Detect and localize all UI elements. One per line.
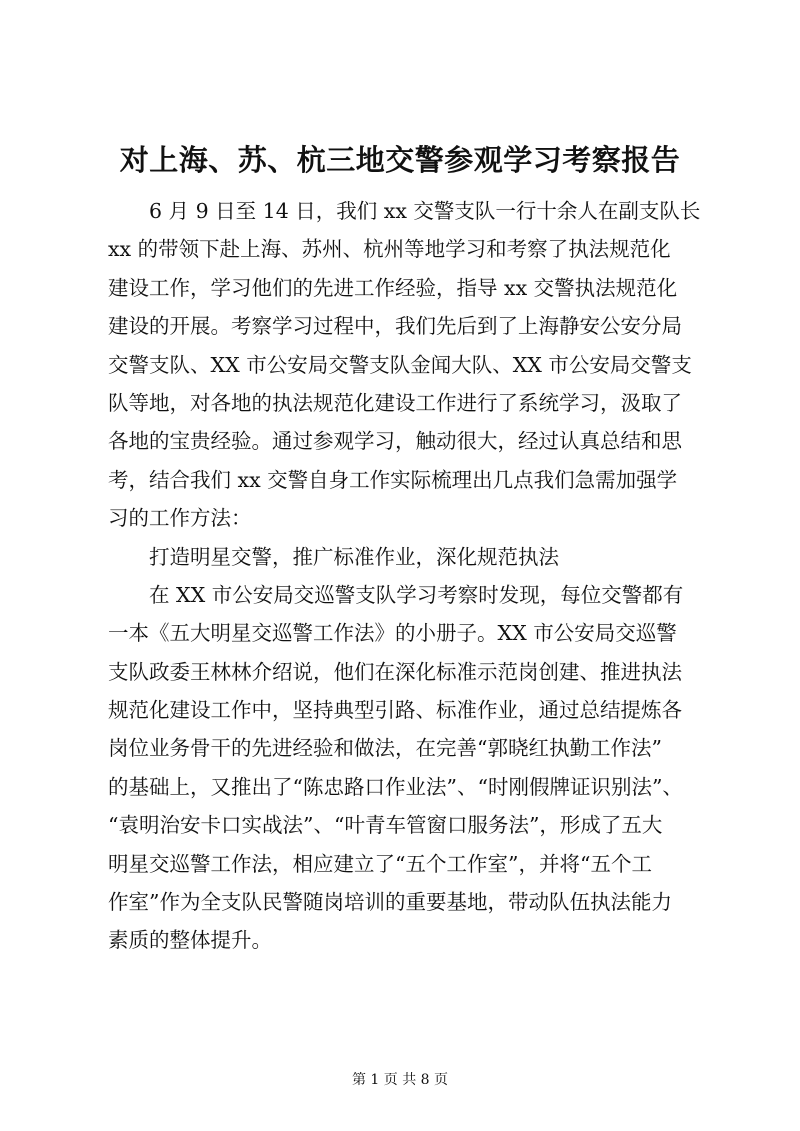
body-line: 明星交巡警工作法，相应建立了“五个工作室”，并将“五个工 (108, 851, 652, 876)
body-line: xx 的带领下赴上海、苏州、杭州等地学习和考察了执法规范化 (108, 237, 671, 262)
body-line: 素质的整体提升。 (108, 928, 272, 953)
body-line: 规范化建设工作中，坚持典型引路、标准作业，通过总结提炼各 (108, 698, 682, 723)
body-line: 作室”作为全支队民警随岗培训的重要基地，带动队伍执法能力 (108, 890, 672, 915)
body-line: 支队政委王林林介绍说，他们在深化标准示范岗创建、推进执法 (108, 659, 682, 684)
page-number-footer: 第 1 页 共 8 页 (351, 1072, 449, 1088)
document-body (108, 192, 718, 960)
body-line: 建设工作，学习他们的先进工作经验，指导 xx 交警执法规范化 (108, 275, 678, 300)
body-line: 各地的宝贵经验。通过参观学习，触动很大，经过认真总结和思 (108, 429, 682, 454)
body-line: “袁明治安卡口实战法”、“叶青车管窗口服务法”，形成了五大 (108, 813, 663, 838)
body-line: 的基础上，又推出了“陈忠路口作业法”、“时刚假牌证识别法”、 (108, 774, 683, 799)
body-line: 队等地，对各地的执法规范化建设工作进行了系统学习，汲取了 (108, 390, 682, 415)
body-line: 岗位业务骨干的先进经验和做法，在完善“郭晓红执勤工作法” (108, 736, 662, 761)
body-line: 交警支队、XX 市公安局交警支队金闻大队、XX 市公安局交警支 (108, 352, 692, 377)
section-heading: 打造明星交警，推广标准作业，深化规范执法 (108, 544, 559, 569)
body-line: 在 XX 市公安局交巡警支队学习考察时发现，每位交警都有 (108, 582, 684, 607)
body-line: 习的工作方法： (108, 506, 252, 531)
body-line: 考，结合我们 xx 交警自身工作实际梳理出几点我们急需加强学 (108, 467, 678, 492)
body-line: 建设的开展。考察学习过程中，我们先后到了上海静安公安分局 (108, 314, 682, 339)
document-title: 对上海、苏、杭三地交警参观学习考察报告 (119, 143, 681, 177)
body-line: 6 月 9 日至 14 日，我们 xx 交警支队一行十余人在副支队长 (108, 199, 701, 223)
body-line: 一本《五大明星交巡警工作法》的小册子。XX 市公安局交巡警 (108, 621, 677, 646)
